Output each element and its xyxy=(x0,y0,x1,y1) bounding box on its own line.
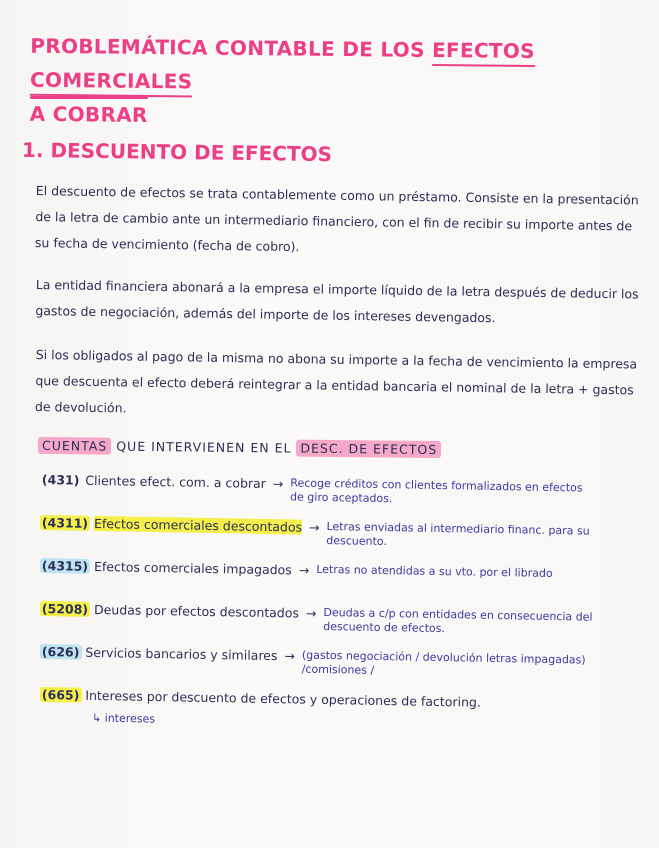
account-name: Deudas por efectos descontados xyxy=(93,601,300,621)
account-description: (gastos negociación / devolución letras impagadas) /comisiones / xyxy=(301,648,586,677)
account-code: (665) xyxy=(41,687,80,703)
arrow-icon: → xyxy=(298,562,310,578)
arrow-icon: → xyxy=(305,605,317,621)
account-name: Efectos comerciales impagados xyxy=(93,558,292,578)
paragraph-1: El descuento de efectos se trata contablemente como un préstamo. Consiste en la presentación de la letra de cambio ante un intermediario financiero, con el fin de recibir su importe antes de su fecha de vencimiento (fecha de cobro). xyxy=(34,182,639,255)
paragraph-3: Si los obligados al pago de la misma no abona su importe a la fecha de vencimiento la empresa que descuenta el efecto deberá reintegrar a la entidad bancaria el nominal de la letra + gastos de devolución. xyxy=(34,346,638,416)
account-name: Servicios bancarios y similares xyxy=(85,644,278,664)
account-description: Letras enviadas al intermediario financ. para su descuento. xyxy=(326,520,590,549)
accounts-list xyxy=(40,472,652,737)
desc-efectos-highlight: DESC. DE EFECTOS xyxy=(296,440,441,459)
page-title xyxy=(29,29,650,137)
title-part1: PROBLEMÁTICA CONTABLE DE LOS xyxy=(30,33,433,62)
interest-subnote: ↳ intereses xyxy=(91,711,156,726)
cuentas-highlight: CUENTAS xyxy=(38,437,111,455)
account-code: (431) xyxy=(41,472,80,488)
paragraph-2: La entidad financiera abonará a la empresa el importe líquido de la letra después de deducir los gastos de negociación, además del importe de los intereses devengados. xyxy=(35,276,639,326)
account-code: (5208) xyxy=(41,601,89,617)
account-code: (626) xyxy=(41,644,80,660)
section-heading: 1. DESCUENTO DE EFECTOS xyxy=(21,137,333,167)
account-name: Clientes efect. com. a cobrar xyxy=(85,472,267,491)
account-description: Deudas a c/p con entidades en consecuencia del descuento de efectos. xyxy=(323,605,593,636)
cuentas-middle: QUE INTERVIENEN EN EL xyxy=(111,438,297,456)
account-description: Recoge créditos con clientes formalizados en efectos de giro aceptados. xyxy=(290,476,583,506)
title-underline xyxy=(30,96,148,99)
accounts-heading xyxy=(38,438,638,459)
account-name: Efectos comerciales descontados xyxy=(93,515,303,535)
title-part2: EFECTOS COMERCIALES xyxy=(30,38,535,97)
arrow-icon: → xyxy=(284,648,296,664)
account-code: (4315) xyxy=(41,558,89,574)
account-code: (4311) xyxy=(41,515,89,531)
account-description: Letras no atendidas a su vto. por el librado xyxy=(316,562,553,580)
arrow-icon: → xyxy=(272,476,284,492)
title-part3: A COBRAR xyxy=(29,101,148,127)
arrow-icon: → xyxy=(308,519,320,535)
account-name: Intereses por descuento de efectos y operaciones de factoring. xyxy=(85,687,482,710)
